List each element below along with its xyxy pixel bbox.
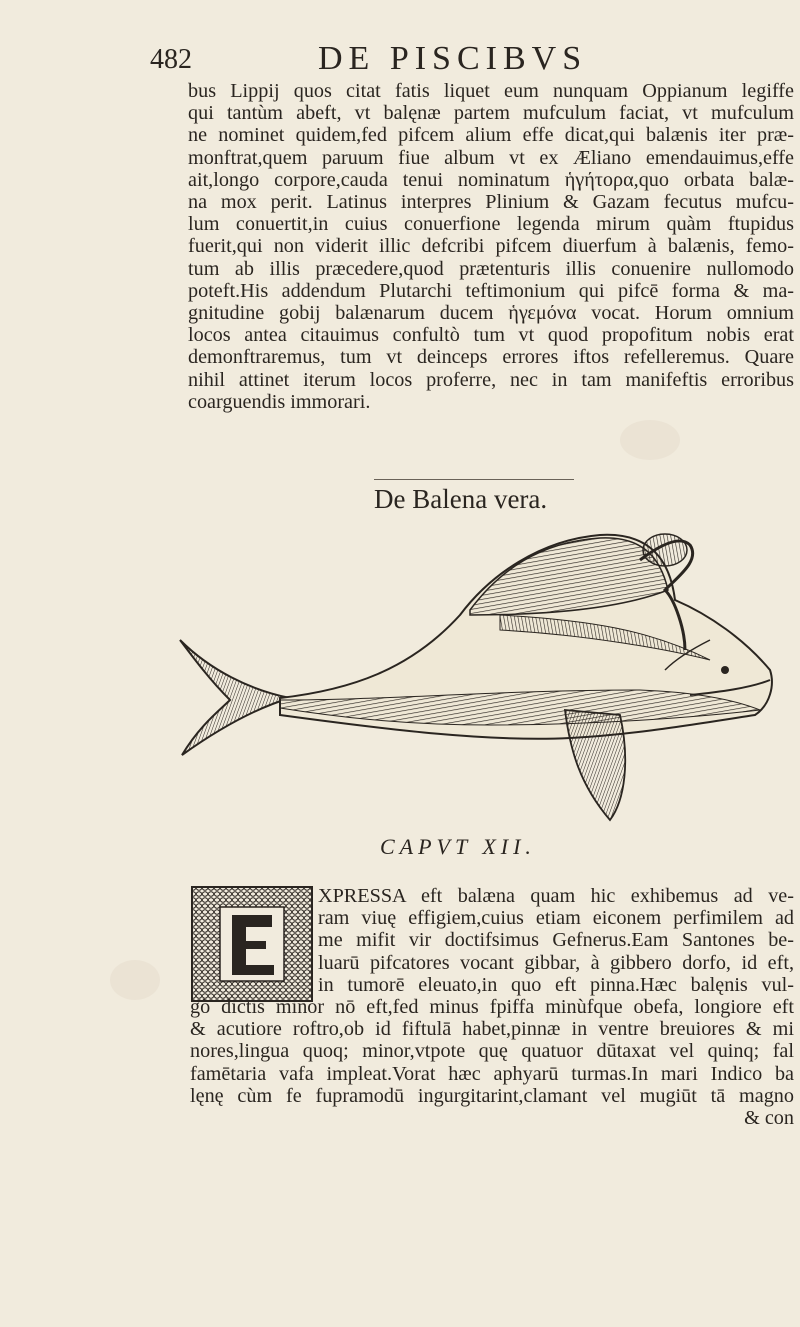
text-line: fuerit,qui non viderit illic defcribi pifcem diuerfum à balænis, femo- <box>188 235 794 258</box>
page-number: 482 <box>150 44 192 75</box>
text-line: ne nominet quidem,fed pifcem alium effe dicat,qui balænis iter præ- <box>188 124 794 147</box>
text-line: lum conuertit,in cuius conuerfione legenda mirum quàm ftupidus <box>188 213 794 236</box>
text-line: poteft.His addendum Plutarchi teftimonium qui pifcē forma & ma- <box>188 279 794 302</box>
chapter-heading: CAPVT XII. <box>380 834 536 859</box>
text-line: qui tantùm abeft, vt balęnæ partem mufculum faciat, vt mufculum <box>188 102 794 125</box>
section-title: De Balena vera. <box>374 479 574 515</box>
text-line: luarū pifcatores vocant gibbar, à gibbero dorfo, id eft, <box>318 951 794 974</box>
whale-woodcut-icon <box>170 520 790 830</box>
paper-stain <box>620 420 680 460</box>
text-line: XPRESSA eft balæna quam hic exhibemus ad ve- <box>318 885 794 907</box>
text-line: na mox perit. Latinus interpres Plinium & Gazam fecutus mufcu- <box>188 191 794 214</box>
text-line: nihil attinet iterum locos proferre, nec in tam manifeftis erroribus <box>188 368 794 391</box>
text-line: locos antea citauimus confultò tum vt quod propofitum nobis erat <box>188 324 794 347</box>
text-line: gnitudine gobij balænarum ducem ἡγεμόνα vocat. Horum omnium <box>188 302 794 325</box>
text-line: tum ab illis præcedere,quod prætenturis illis conuenire nullomodo <box>188 257 794 280</box>
text-line: nores,lingua quoq; minor,vtpote quę quatuor dūtaxat vel quinq; fal <box>190 1040 794 1063</box>
chapter-text <box>190 885 794 1129</box>
text-line: in tumorē eleuato,in quo eft pinna.Hæc balęnis vul- <box>318 973 794 996</box>
text-line: & acutiore roftro,ob id fiftulā habet,pinnæ in ventre breuiores & mi <box>190 1018 794 1041</box>
text-line: ait,longo corpore,cauda tenui nominatum ἡγήτορα,quo orbata balæ- <box>188 168 794 191</box>
running-head: DE PISCIBVS <box>318 40 588 77</box>
text-line: coarguendis immorari. <box>188 390 371 413</box>
text-line: bus Lippij quos citat fatis liquet eum nunquam Oppianum legiffe <box>188 80 794 102</box>
body-text <box>188 80 794 413</box>
text-line: monftrat,quem paruum fiue album vt ex Æliano emendauimus,effe <box>188 146 794 169</box>
text-line: lęnę cùm fe fupramodū ingurgitarint,clamant vel mugiūt tā magno <box>190 1084 794 1107</box>
whale-illustration <box>170 520 790 830</box>
text-line: me mifit vir doctifsimus Gefnerus.Eam Santones be- <box>318 929 794 952</box>
text-line: demonftraremus, tum vt deinceps errores iftos refelleremus. Quare <box>188 346 794 369</box>
paper-stain <box>110 960 160 1000</box>
text-line: famētaria vafa impleat.Vorat hæc aphyarū turmas.In mari Indico ba <box>190 1062 794 1085</box>
text-line: gò dictis minor nō eft,fed minus fpiffa minùfque obefa, longiore eft <box>190 996 794 1019</box>
text-line: ram viuę effigiem,cuius etiam eiconem perfimilem ad <box>318 907 794 930</box>
catchword: & con <box>744 1107 794 1130</box>
